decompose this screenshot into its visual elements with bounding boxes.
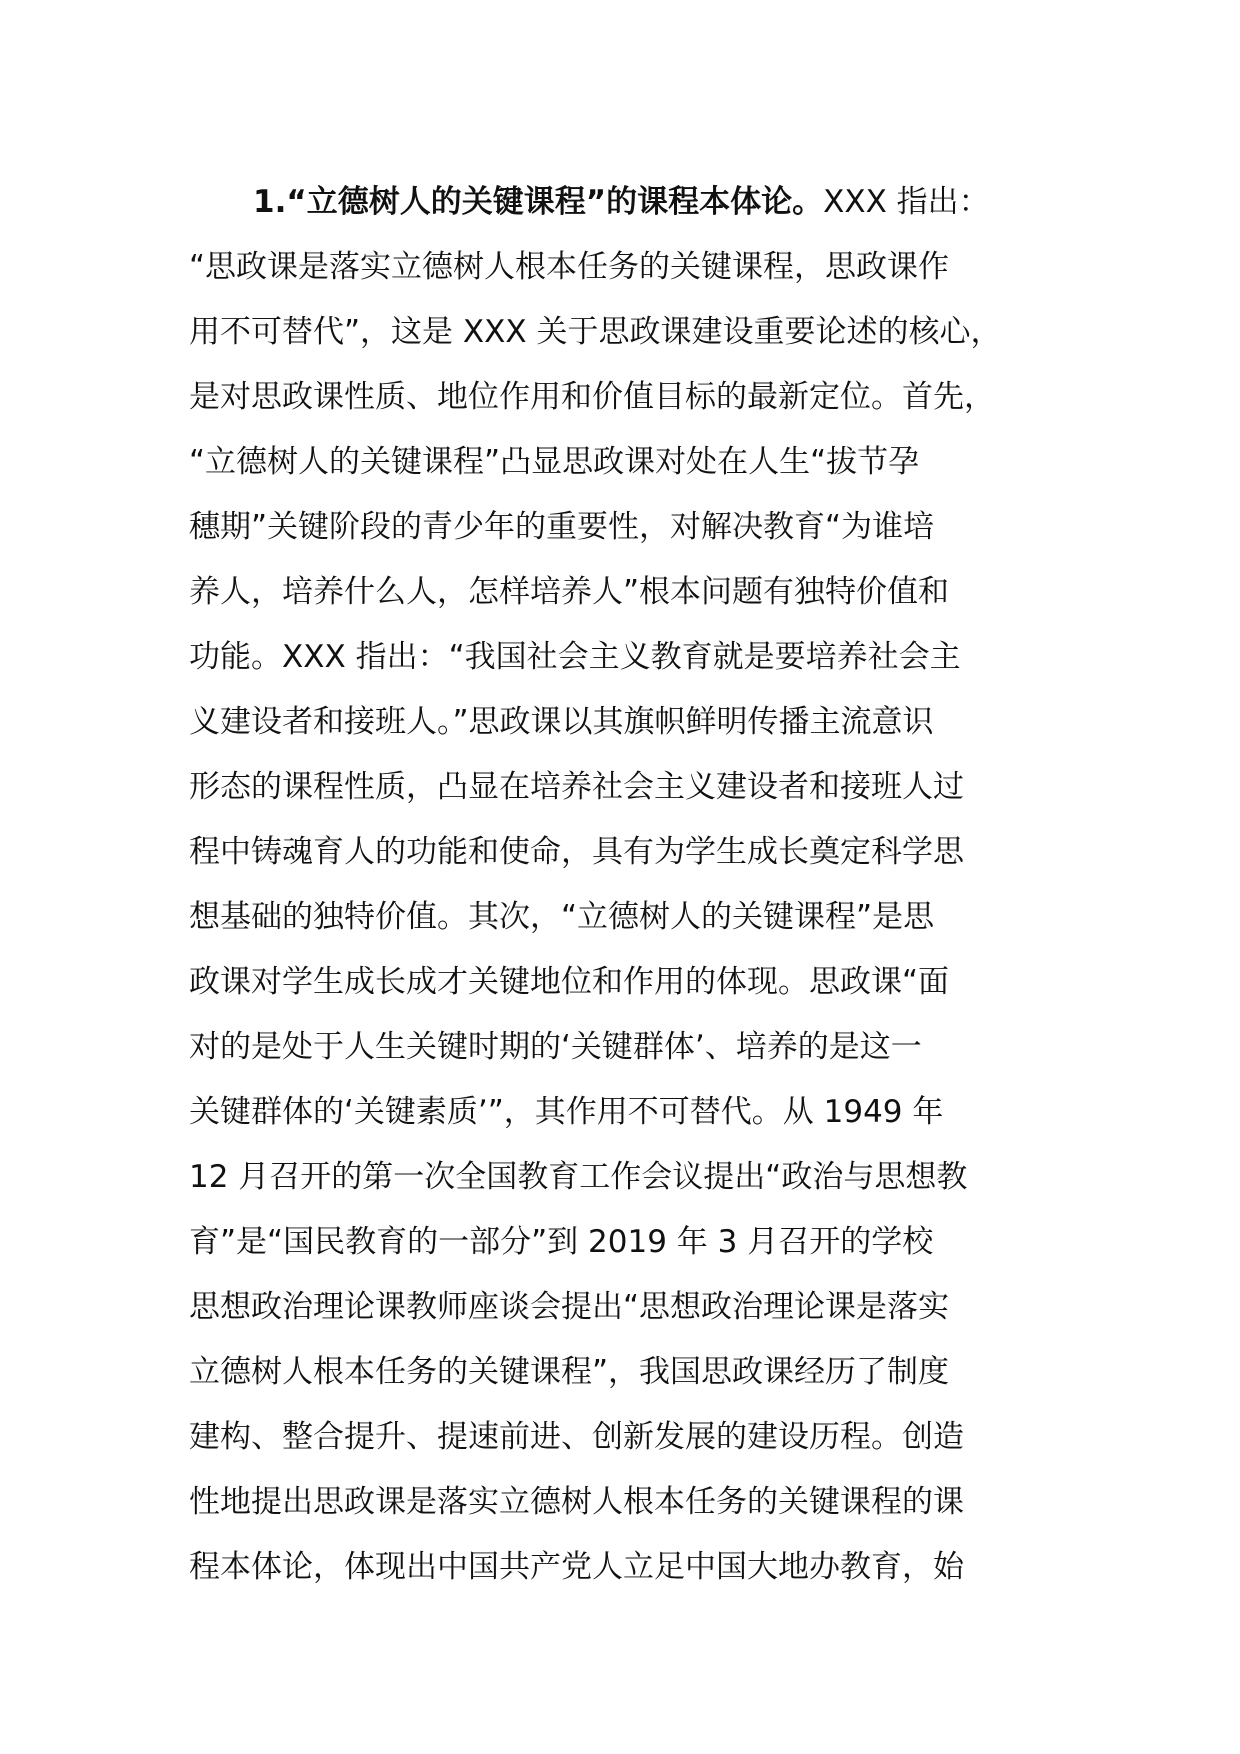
paragraph-line: 立德树人根本任务的关键课程”，我国思政课经历了制度 [189,1354,950,1390]
paragraph-line: 12 月召开的第一次全国教育工作会议提出“政治与思想教 [189,1159,968,1195]
paragraph-line: 对的是处于人生关键时期的‘关键群体’、培养的是这一 [189,1029,922,1065]
paragraph-line: 义建设者和接班人。”思政课以其旗帜鲜明传播主流意识 [189,704,934,740]
paragraph-line: 用不可替代”，这是 XXX 关于思政课建设重要论述的核心， [189,314,1002,350]
paragraph-line: 功能。XXX 指出：“我国社会主义教育就是要培养社会主 [189,639,961,675]
paragraph-line: 建构、整合提升、提速前进、创新发展的建设历程。创造 [189,1419,964,1455]
paragraph-line: 是对思政课性质、地位作用和价值目标的最新定位。首先， [189,379,995,415]
paragraph-line: 思想政治理论课教师座谈会提出“思想政治理论课是落实 [189,1289,950,1325]
paragraph-line: 想基础的独特价值。其次，“立德树人的关键课程”是思 [189,899,935,935]
body-paragraph [189,170,1089,1600]
paragraph-line: 形态的课程性质，凸显在培养社会主义建设者和接班人过 [189,769,964,805]
paragraph-line: 程本体论，体现出中国共产党人立足中国大地办教育，始 [189,1549,964,1585]
paragraph-line: 育”是“国民教育的一部分”到 2019 年 3 月召开的学校 [189,1224,934,1260]
paragraph-line: 性地提出思政课是落实立德树人根本任务的关键课程的课 [189,1484,964,1520]
paragraph-line: “思政课是落实立德树人根本任务的关键课程，思政课作 [189,249,950,285]
section-heading: 1.“立德树人的关键课程”的课程本体论。 [253,184,824,220]
paragraph-line: 养人，培养什么人，怎样培养人”根本问题有独特价值和 [189,574,950,610]
paragraph-line: 程中铸魂育人的功能和使命，具有为学生成长奠定科学思 [189,834,964,870]
paragraph-line: 穗期”关键阶段的青少年的重要性，对解决教育“为谁培 [189,509,935,545]
paragraph-first-line [189,170,1089,235]
paragraph-line: 政课对学生成长成才关键地位和作用的体现。思政课“面 [189,964,950,1000]
first-line-text: XXX 指出： [823,184,990,220]
paragraph-line: “立德树人的关键课程”凸显思政课对处在人生“拔节孕 [189,444,920,480]
paragraph-line: 关键群体的‘关键素质’”，其作用不可替代。从 1949 年 [189,1094,944,1130]
